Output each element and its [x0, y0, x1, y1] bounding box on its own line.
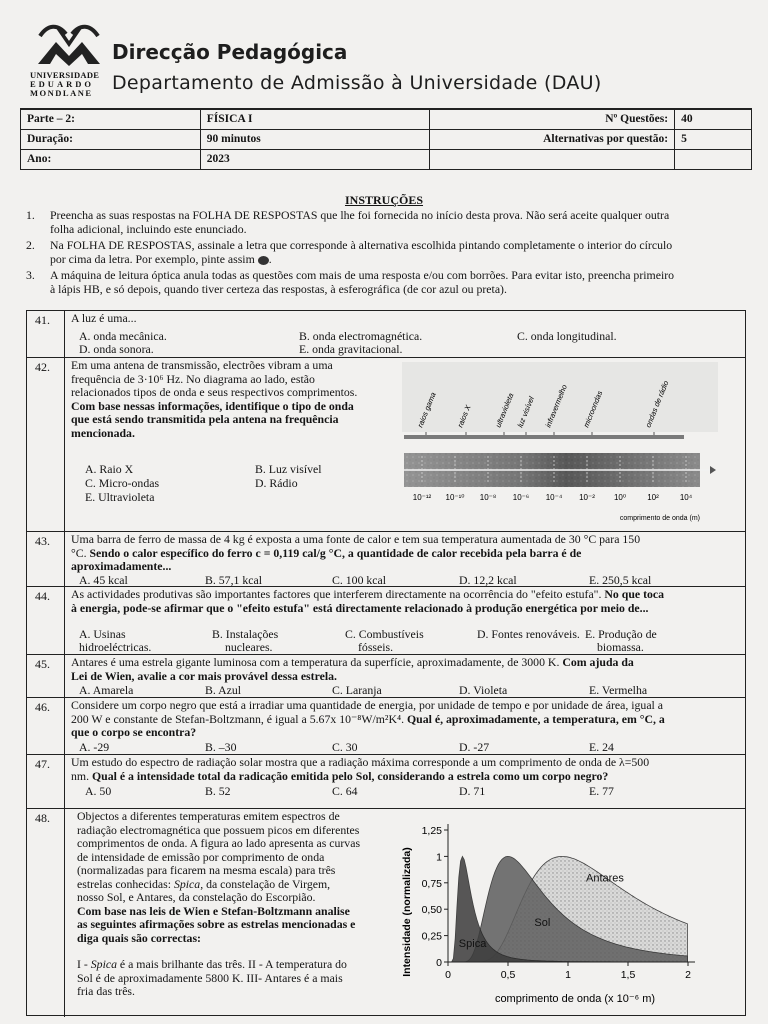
option-c: C. 64: [332, 784, 358, 798]
option-d: D. Rádio: [255, 476, 298, 490]
option-a: A. Usinas: [79, 627, 126, 641]
option-b: B. –30: [205, 740, 237, 754]
option-c: C. Combustíveis: [345, 627, 424, 641]
band-label: ondas de rádio: [643, 379, 671, 429]
option-c: C. 100 kcal: [332, 573, 387, 587]
option-e: E. 77: [589, 784, 614, 798]
option-e: E. Vermelha: [589, 683, 648, 697]
question-48: 48. Objectos a diferentes temperaturas emitem espectros de radiação electromagnética que possuem picos em diferentes comprimentos de onda. A figura ao lado apresenta as curvas de intensidade de emissão por comprimento de onda (normalizadas para ficarem na mesma escala) para três estrelas conhecidas: Spica, da constelação de Virgem, nosso Sol, e Antares, da constelação do Escorpião. Com base nas leis de Wien e Stefan-Boltzmann analise as seguintes afirmações sobre as estrelas mencionadas e diga quais são correctas: I - Spica é a mais brilhante das três. II - A temperatura do Sol é de aproximadamente 5800 K. III- Antares é a mais fria das três.: [27, 808, 745, 1017]
y-tick-label: 1: [436, 851, 442, 864]
option-a: A. Amarela: [79, 683, 134, 697]
exam-info-table: [20, 108, 752, 170]
option-c: C. 30: [332, 740, 358, 754]
tick-label: 10⁻⁴: [545, 493, 563, 502]
page-subtitle: Departamento de Admissão à Universidade (DAU): [112, 72, 602, 94]
curve-label: Antares: [586, 872, 624, 885]
questions-value: 40: [675, 109, 752, 129]
y-tick-label: 0: [436, 957, 442, 969]
band-label: infravermelho: [543, 383, 569, 429]
x-tick-label: 1: [565, 969, 571, 981]
university-emblem-icon: [36, 22, 102, 66]
em-spectrum-diagram: [400, 360, 720, 525]
tick-label: 10⁻²: [579, 493, 595, 502]
y-tick-label: 0,25: [421, 930, 442, 943]
university-name-line-3: MONDLANE: [30, 88, 93, 98]
question-44: 44. As actividades produtivas são importantes factores que interferem directamente na ocorrência do "efeito estufa". No que toca à energia, pode-se afirmar que o "efeito estufa" está directamente relacionado à produção energética por meio de... A. Usinas hidroeléctricas. B. Instalações nucleares. C. Combustíveis fósseis. D. Fontes renováveis. E. Produção de biomassa.: [27, 586, 745, 654]
option-a: A. 50: [85, 784, 112, 798]
question-42: 42. Em uma antena de transmissão, electrões vibram a uma frequência de 3·10⁶ Hz. No diagrama ao lado, estão relacionados tipos de onda e seus respectivos comprimentos. Com base nessas informações, identifique o tipo de onda que está sendo transmitida pela antena na frequência mencionada. A. Raio X B. Luz visível C. Micro-ondas D. Rádio E. Ultravioleta: [27, 357, 745, 531]
option-e: E. Ultravioleta: [85, 490, 155, 504]
subject-value: FÍSICA I: [200, 109, 430, 129]
option-a: A. Raio X: [85, 462, 134, 476]
arrow-head-icon: [710, 466, 716, 474]
question-47: 47. Um estudo do espectro de radiação solar mostra que a radiação máxima corresponde a um comprimento de onda de λ=500 nm. Qual é a intensidade total da radicação emitida pelo Sol, considerando a estrela como um corpo negro? A. 50 B. 52 C. 64 D. 71 E. 77: [27, 754, 745, 808]
university-name-line-1: UNIVERSIDADE: [30, 70, 100, 80]
option-b: B. Luz visível: [255, 462, 322, 476]
duration-value: 90 minutos: [200, 129, 430, 149]
x-axis-label: comprimento de onda (x 10⁻⁶ m): [494, 993, 656, 1005]
band-label: ultravioleta: [493, 391, 516, 429]
option-a: A. onda mecânica.: [79, 329, 167, 343]
tick-label: 10⁻¹⁰: [445, 493, 465, 502]
year-label: Ano:: [21, 149, 201, 169]
option-e: E. Produção de: [585, 627, 657, 641]
instructions-title: INSTRUÇÕES: [344, 193, 424, 207]
band-label: luz visível: [515, 395, 537, 429]
curve-label: Sol: [534, 917, 551, 930]
option-b: B. 57,1 kcal: [205, 573, 263, 587]
tick-label: 10⁰: [613, 493, 627, 502]
tick-label: 10⁻⁸: [479, 493, 497, 502]
curve-label: Spica: [458, 938, 487, 951]
question-43: 43. Uma barra de ferro de massa de 4 kg é exposta a uma fonte de calor e tem sua temperatura aumentada de 30 °C para 150 °C. Sendo o calor específico do ferro c = 0,119 cal/g °C, a quantidade de calor recebida pela barra é de aproximadamente... A. 45 kcal B. 57,1 kcal C. 100 kcal D. 12,2 kcal E. 250,5 kcal: [27, 531, 745, 586]
y-tick-label: 0,50: [421, 904, 442, 917]
y-axis-label: Intensidade (normalizada): [401, 847, 413, 977]
questions-label: Nº Questões:: [430, 109, 675, 129]
filled-circle-icon: [258, 256, 269, 265]
option-d: D. Fontes renováveis.: [477, 627, 580, 641]
question-41: 41. A luz é uma... A. onda mecânica. B. onda electromagnética. C. onda longitudinal. D. onda sonora. E. onda gravitacional.: [27, 311, 745, 357]
part-label: Parte – 2:: [21, 109, 201, 129]
option-e: E. 250,5 kcal: [589, 573, 652, 587]
x-tick-label: 0,5: [500, 969, 516, 981]
band-label: microondas: [581, 389, 605, 429]
question-45: 45. Antares é uma estrela gigante luminosa com a temperatura da superfície, aproximadamente, de 3000 K. Com ajuda da Lei de Wien, avalie a cor mais provável dessa estrela. A. Amarela B. Azul C. Laranja D. Violeta E. Vermelha: [27, 654, 745, 697]
instruction-item: 2. Na FOLHA DE RESPOSTAS, assinale a letra que corresponde à alternativa escolhida pintando completamente o interior do círculo por cima da letra. Por exemplo, pinte assim .: [26, 238, 673, 266]
x-tick-label: 2: [685, 969, 691, 981]
alternatives-label: Alternativas por questão:: [430, 129, 675, 149]
option-a: A. 45 kcal: [79, 573, 128, 587]
intensity-graph: [400, 812, 720, 1012]
y-tick-label: 1,25: [421, 825, 442, 837]
y-tick-label: 0,75: [421, 877, 442, 890]
option-d: D. -27: [459, 740, 490, 754]
option-e: E. 24: [589, 740, 614, 754]
alternatives-value: 5: [675, 129, 752, 149]
option-b: B. Azul: [205, 683, 242, 697]
instruction-item: 1. Preencha as suas respostas na FOLHA DE RESPOSTAS que lhe foi fornecida no início desta prova. Não será aceite qualquer outra folha adicional, incluindo este enunciado.: [26, 208, 670, 236]
option-e: E. onda gravitacional.: [299, 342, 403, 356]
band-label: raios gama: [415, 390, 438, 429]
option-c: C. Micro-ondas: [85, 476, 160, 490]
option-d: D. 71: [459, 784, 486, 798]
university-logo: [30, 22, 105, 102]
x-tick-label: 1,5: [620, 969, 636, 981]
x-tick-label: 0: [445, 969, 451, 981]
axis-label: comprimento de onda (m): [619, 515, 700, 522]
year-value: 2023: [200, 149, 430, 169]
option-c: C. onda longitudinal.: [517, 329, 617, 343]
tick-label: 10⁻¹²: [412, 493, 432, 502]
page-title: Direcção Pedagógica: [112, 40, 348, 64]
option-b: B. 52: [205, 784, 231, 798]
option-c: C. Laranja: [332, 683, 382, 697]
instruction-item: 3. A máquina de leitura óptica anula todas as questões com mais de uma resposta e/ou com borrões. Para evitar isto, preencha primeiro à lápis HB, e só depois, quando tiver certeza das respostas, à esferográfica (de cor azul ou preta).: [26, 268, 675, 296]
question-46: 46. Considere um corpo negro que está a irradiar uma quantidade de energia, por unidade de tempo e por unidade de área, igual a 200 W e constante de Stefan-Boltzmann, é igual a 5.67x 10⁻⁸W/m²K⁴. Qual é, aproximadamente, a temperatura, em °C, a que o corpo se encontra? A. -29 B. –30 C. 30 D. -27 E. 24: [27, 697, 745, 754]
university-name-line-2: EDUARDO: [30, 79, 94, 89]
tick-label: 10⁻⁶: [512, 493, 530, 502]
option-b: B. onda electromagnética.: [299, 329, 423, 343]
option-d: D. onda sonora.: [79, 342, 154, 356]
option-b: B. Instalações: [212, 627, 279, 641]
tick-label: 10²: [647, 493, 659, 502]
option-a: A. -29: [79, 740, 110, 754]
spectrum-bracket: [404, 435, 684, 439]
duration-label: Duração:: [21, 129, 201, 149]
tick-label: 10⁴: [679, 493, 693, 502]
band-label: raios X: [455, 403, 473, 429]
option-d: D. 12,2 kcal: [459, 573, 517, 587]
option-d: D. Violeta: [459, 683, 508, 697]
